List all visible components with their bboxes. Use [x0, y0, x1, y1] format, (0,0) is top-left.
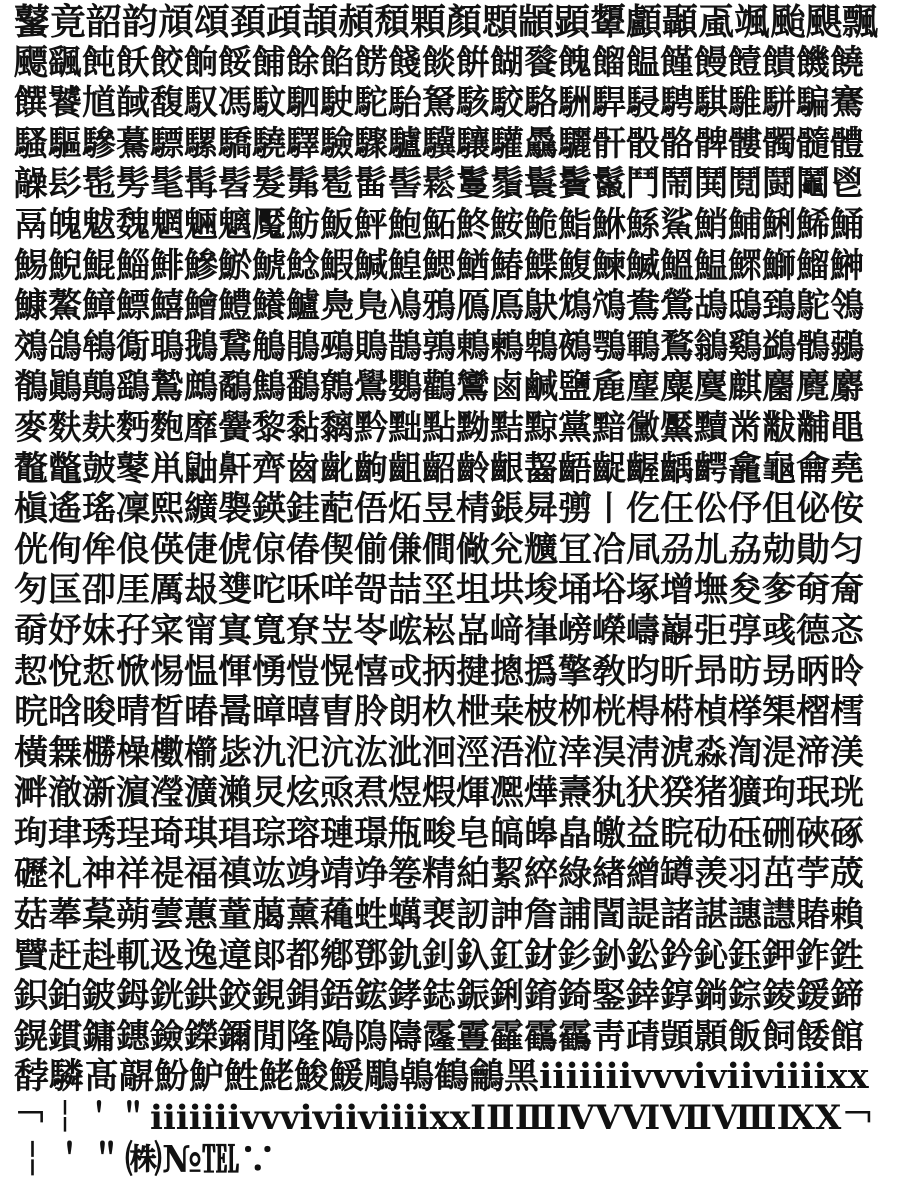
- glyph-line: 橫橆橳橾櫢櫤毖氿汜沆汯泚洄涇浯涖涬淏淸淲淼渹湜渧渼: [14, 732, 864, 773]
- glyph-line: 飃颻飩飫餃餉餒餔餘餡餝餞餤餠餬餮餽餾饂饉饅饐饋饑饒: [14, 42, 864, 83]
- glyph-line: 恝悅悊惞惕愠惲愑愷愰憘戓抦揵摠撝擎敎昀昕昻昉昮昞昤: [14, 651, 864, 692]
- glyph-line: 鵁鴿鴾鵆鵈鵝鵞鵤鵑鵐鵙鵲鶉鶇鶫鵯鵺鶚鶤鶩鶲鷄鷁鶻鶸: [14, 326, 864, 367]
- glyph-line: 贒赶﨣軏﨤逸遧郞都鄕鄧釚釗釞釭釮釤釥鈆鈐鈊鈺鉀鈼鉎: [14, 935, 864, 976]
- glyph-line: 騷驅驂驀驃騾驕驍驛驗驟驢驥驤驩驫驪骭骰骼髀髏髑髓體: [14, 123, 864, 164]
- glyph-line: 鱇鰲鱆鰾鱚鱠鱧鱶鱸鳧鳬鳰鴉鴈鳫鴃鴆鴪鴦鶯鴣鴟鵄鴕鴒: [14, 286, 864, 327]
- glyph-line: 晥晗晙晴晳暙暠暲暿曺朎朗杦枻桒柀栁桄棏﨓楨﨔榘槢樰: [14, 692, 864, 733]
- glyph-line: 鯣鯢鯤鯔鯡鰺鯲鯱鯰鰕鰔鰉鰓鰌鰆鰈鰒鰊鰄鰮鰛鰥鰤鰡鰰: [14, 245, 864, 286]
- glyph-line: 饌饕馗馘馥馭馮馼駟駛駝駘駑駭駮駱駲駻駸騁騏騅駢騙騫: [14, 83, 864, 124]
- glyph-line: 鶺鷆鷏鷂鷙鷓鷸鷦鷭鷯鷽鸚鸛鸞鹵鹹鹽麁麈麋麌麒麕麑麝: [14, 367, 864, 408]
- glyph-line: 溿澈澵濵瀅瀇瀨炅炫焏焄煜煆煇凞燁燾犱犾猤猪獷玽珉珖: [14, 773, 864, 814]
- glyph-line: 馞驎髙髜魵魲鮏鮱鮻鰀鵰鵫鶴鸙黑ⅰⅱⅲⅳⅴⅵⅶⅷⅸⅹ: [14, 1057, 869, 1098]
- glyph-line: 麥麩麸麪麭靡黌黎黏黐黔黜點黝黠黥黨黯黴黶黷黹黻黼黽: [14, 407, 864, 448]
- glyph-line: 鉙鉑鈹鉧銧鉷鉸鋧鋗鋙鋐﨧鋕鋠鋓錥錡鋻﨨錞鋿錝錂鍰鍗: [14, 976, 864, 1017]
- glyph-line: ￤＇＂㈱№℡∵: [14, 1138, 277, 1180]
- glyph-line: 菇菶葈蒴蕓蕙蕫﨟薰蘒﨡蠇裵訒訷詹誧誾諟諸諶譓譿賰賴: [14, 895, 864, 936]
- glyph-line: 礰礼神祥禔福禛竑竧靖竫箞精絈絜綷綠緖繒罇羡羽茁荢荿: [14, 854, 864, 895]
- glyph-line: 奣妤妺孖寀甯寘寬尞岦岺峵崧嵓﨑嵂嵭嶸嶹巐弡弴彧德忞: [14, 610, 864, 651]
- glyph-line: 鎤鏆鏞鏸鐱鑅鑈閒隆﨩隝隯霳霻靃靍靏靑靕顗顥飯飼餧館: [14, 1016, 864, 1057]
- glyph-line: ￢￤＇＂ⅰⅱⅲⅳⅴⅵⅶⅷⅸⅹⅠⅡⅢⅣⅤⅥⅦⅧⅨⅩ￢: [14, 1098, 876, 1139]
- glyph-line: 珣珒琇珵琦琪琩琮瑢璉璟甁畯皂皜皞皛皦益睆劯砡硎硤硺: [14, 813, 864, 854]
- glyph-line: 槇遙瑤凜熙纊褜鍈銈蓜俉炻昱棈鋹曻彅丨仡仼伀伃伹佖侒: [14, 489, 864, 530]
- glyph-line: 鬲魄魃魏魍魎魑魘魴魬鮃鮑鮖鮗鮟鮠鮨鮴鯀鯊鮹鯆鯏鯑鯒: [14, 204, 864, 245]
- glyph-line: 髞髟髢髣髦髯髫髮髴髱髷髻鬆鬘鬚鬟鬢鬣鬥鬧鬨鬩鬪鬮鬯: [14, 164, 864, 205]
- glyph-line: 侊侚侔俍偀倢俿倞偆偰偂傔僴僘兊兤冝冾凬刕劜劦勀勛匀: [14, 529, 864, 570]
- glyph-line: 鼜竟韶韵頏頌頚頙頡頳頹顆顏顋顓顕顰顱顳颪颯颱颶飄: [14, 2, 879, 43]
- glyph-line: 鼇鼈皷鼕鼡鼬鼾齊齒齔齣齟齠齡齦齧齬齪齷齲齶龕龜龠堯: [14, 448, 864, 489]
- glyph-line: 匇匤卲厓厲叝﨎咜咊咩哿喆坙坥垬埈埇﨏塚增墲夋奓奛奝: [14, 570, 864, 611]
